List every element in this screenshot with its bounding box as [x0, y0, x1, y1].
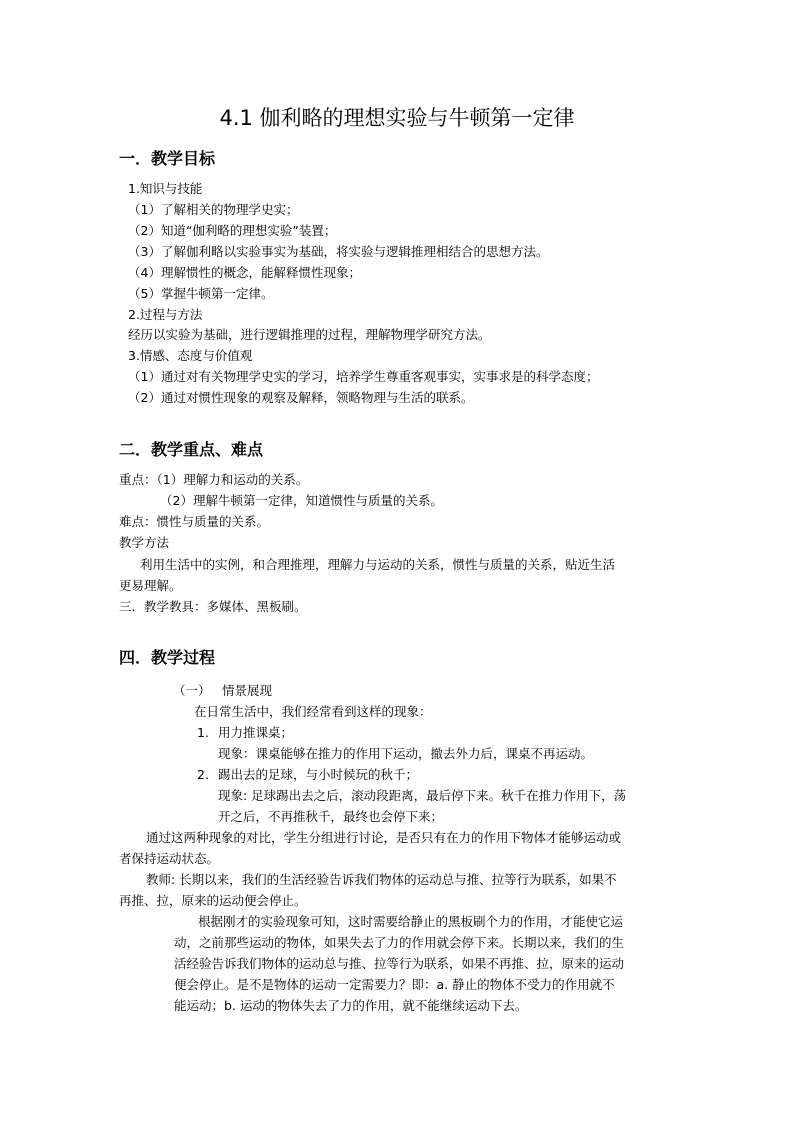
text-line: 重点：（1）理解力和运动的关系。 [119, 472, 309, 487]
list-item: 用力推课桌； [218, 725, 294, 740]
text-line: （2）通过对惯性现象的观察及解释，领略物理与生活的联系。 [128, 390, 474, 405]
text-line: （1）通过对有关物理学史实的学习，培养学生尊重客观事实，实事求是的科学态度； [128, 369, 599, 384]
section-heading-key-points: 二．教学重点、难点 [119, 440, 264, 459]
subsection-title: 情景展现 [222, 683, 273, 698]
list-item-detail: 现象: 足球踢出去之后，滚动段距离，最后停下来。秋千在推力作用下，荡 [218, 788, 627, 803]
list-item-detail: 现象：课桌能够在推力的作用下运动，撤去外力后，课桌不再运动。 [218, 746, 594, 761]
text-line: 难点：惯性与质量的关系。 [119, 514, 270, 529]
list-item-number: 2. [197, 767, 209, 782]
list-item-detail: 开之后，不再推秋千，最终也会停下来； [218, 809, 444, 824]
paragraph-line: 动，之前那些运动的物体，如果失去了力的作用就会停下来。长期以来，我们的生 [174, 935, 625, 950]
text-line: 利用生活中的实例，和合理推理，理解力与运动的关系，惯性与质量的关系，贴近生活 [140, 557, 616, 572]
section-heading-teaching-aids: 三．教学教具：多媒体、黑板刷。 [119, 599, 307, 614]
text-line: （5）掌握牛顿第一定律。 [128, 286, 274, 301]
text-line: （4）理解惯性的概念，能解释惯性现象； [128, 265, 361, 280]
section-heading-process: 四．教学过程 [119, 648, 216, 667]
paragraph-line: 教师: 长期以来，我们的生活经验告诉我们物体的运动总与推、拉等行为联系，如果不 [146, 872, 617, 887]
paragraph-line: 根据刚才的实验现象可知，这时需要给静止的黑板刷个力的作用，才能使它运 [198, 914, 624, 929]
text-line: （2）知道“伽利略的理想实验”装置； [128, 223, 337, 238]
subsection-label: （一） [173, 683, 211, 698]
text-line: （2）理解牛顿第一定律，知道惯性与质量的关系。 [160, 493, 443, 508]
list-item-number: 1. [197, 725, 209, 740]
text-line: 1.知识与技能 [128, 181, 203, 196]
text-line: （3）了解伽利略以实验事实为基础，将实验与逻辑推理相结合的思想方法。 [128, 244, 549, 259]
paragraph-line: 便会停止。是不是物体的运动一定需要力？即：a. 静止的物体不受力的作用就不 [174, 977, 615, 992]
text-line: 教学方法 [119, 535, 170, 550]
paragraph-line: 通过这两种现象的对比，学生分组进行讨论，是否只有在力的作用下物体才能够运动或 [146, 830, 622, 845]
text-line: 在日常生活中，我们经常看到这样的现象： [194, 704, 432, 719]
list-item: 踢出去的足球，与小时候玩的秋千； [218, 767, 419, 782]
document-title: 4.1 伽利略的理想实验与牛顿第一定律 [219, 106, 575, 130]
text-line: 更易理解。 [119, 578, 182, 593]
paragraph-line: 者保持运动状态。 [119, 851, 220, 866]
section-heading-objectives: 一．教学目标 [119, 149, 216, 168]
text-line: 经历以实验为基础，进行逻辑推理的过程，理解物理学研究方法。 [128, 327, 491, 342]
paragraph-line: 再推、拉，原来的运动便会停止。 [119, 893, 307, 908]
paragraph-line: 能运动；b. 运动的物体失去了力的作用，就不能继续运动下去。 [174, 998, 528, 1013]
text-line: （1）了解相关的物理学史实； [128, 202, 299, 217]
text-line: 3.情感、态度与价值观 [128, 348, 253, 363]
text-line: 2.过程与方法 [128, 307, 203, 322]
paragraph-line: 活经验告诉我们物体的运动总与推、拉等行为联系，如果不再推、拉，原来的运动 [174, 956, 625, 971]
